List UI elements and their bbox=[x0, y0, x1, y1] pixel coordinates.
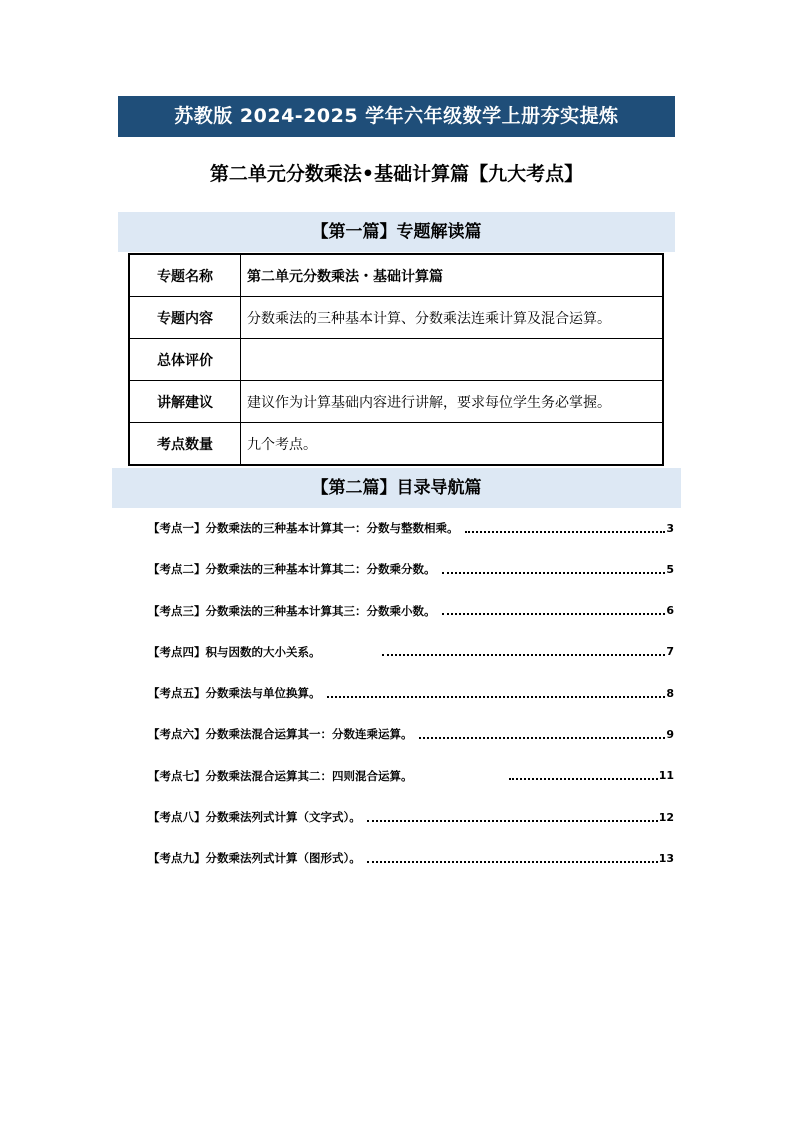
row-value-teaching-suggestion: 建议作为计算基础内容进行讲解，要求每位学生务必掌握。 bbox=[241, 381, 664, 423]
section-heading-interpretation: 【第一篇】专题解读篇 bbox=[118, 212, 675, 252]
toc-leader-dots bbox=[419, 736, 666, 739]
toc-entry-text: 【考点三】分数乘法的三种基本计算其三：分数乘小数。 bbox=[148, 603, 436, 618]
table-row bbox=[129, 381, 663, 423]
toc-entry-4[interactable] bbox=[148, 642, 674, 662]
toc-entry-5[interactable] bbox=[148, 683, 674, 703]
toc-page-number: 7 bbox=[666, 645, 674, 659]
table-of-contents bbox=[148, 518, 674, 890]
row-label-topic-content: 专题内容 bbox=[129, 297, 241, 339]
toc-leader-dots bbox=[465, 530, 666, 533]
topic-info-table bbox=[128, 253, 664, 466]
document-banner-title: 苏教版 2024-2025 学年六年级数学上册夯实提炼 bbox=[118, 96, 675, 137]
toc-page-number: 13 bbox=[658, 851, 674, 865]
toc-leader-dots bbox=[509, 777, 658, 780]
toc-page-number: 5 bbox=[666, 562, 674, 576]
row-value-topic-name: 第二单元分数乘法・基础计算篇 bbox=[241, 254, 664, 297]
table-row bbox=[129, 254, 663, 297]
toc-page-number: 6 bbox=[666, 604, 674, 618]
toc-entry-text: 【考点一】分数乘法的三种基本计算其一：分数与整数相乘。 bbox=[148, 521, 459, 535]
toc-page-number: 3 bbox=[666, 521, 674, 535]
toc-entry-7[interactable] bbox=[148, 766, 674, 786]
toc-leader-dots bbox=[367, 860, 658, 863]
toc-page-number: 9 bbox=[666, 727, 674, 741]
row-value-overall-evaluation bbox=[241, 339, 664, 381]
toc-entry-text: 【考点六】分数乘法混合运算其一：分数连乘运算。 bbox=[148, 727, 413, 742]
section-heading-navigation: 【第二篇】目录导航篇 bbox=[112, 468, 681, 508]
toc-leader-dots bbox=[442, 612, 666, 615]
toc-entry-6[interactable] bbox=[148, 724, 674, 744]
table-row bbox=[129, 339, 663, 381]
toc-entry-8[interactable] bbox=[148, 807, 674, 827]
table-row bbox=[129, 297, 663, 339]
toc-entry-text: 【考点八】分数乘法列式计算（文字式）。 bbox=[148, 810, 361, 825]
toc-entry-text: 【考点七】分数乘法混合运算其二：四则混合运算。 bbox=[148, 768, 413, 783]
row-label-topic-name: 专题名称 bbox=[129, 254, 241, 297]
row-value-point-count: 九个考点。 bbox=[241, 423, 664, 466]
toc-leader-dots bbox=[382, 653, 666, 656]
toc-entry-text: 【考点四】积与因数的大小关系。 bbox=[148, 644, 321, 659]
toc-entry-9[interactable] bbox=[148, 848, 674, 868]
toc-entry-text: 【考点二】分数乘法的三种基本计算其二：分数乘分数。 bbox=[148, 562, 436, 577]
toc-entry-1[interactable] bbox=[148, 518, 674, 538]
row-label-overall-evaluation: 总体评价 bbox=[129, 339, 241, 381]
toc-leader-dots bbox=[367, 819, 658, 822]
toc-entry-3[interactable] bbox=[148, 601, 674, 621]
row-label-point-count: 考点数量 bbox=[129, 423, 241, 466]
row-value-topic-content: 分数乘法的三种基本计算、分数乘法连乘计算及混合运算。 bbox=[241, 297, 664, 339]
table-row bbox=[129, 423, 663, 466]
toc-entry-2[interactable] bbox=[148, 559, 674, 579]
toc-page-number: 11 bbox=[658, 769, 674, 783]
toc-entry-text: 【考点五】分数乘法与单位换算。 bbox=[148, 686, 321, 701]
row-label-teaching-suggestion: 讲解建议 bbox=[129, 381, 241, 423]
toc-leader-dots bbox=[442, 571, 666, 574]
toc-entry-text: 【考点九】分数乘法列式计算（图形式）。 bbox=[148, 851, 361, 866]
toc-page-number: 12 bbox=[658, 810, 674, 824]
toc-leader-dots bbox=[327, 695, 666, 698]
document-subtitle: 第二单元分数乘法•基础计算篇【九大考点】 bbox=[209, 163, 584, 185]
toc-page-number: 8 bbox=[666, 686, 674, 700]
